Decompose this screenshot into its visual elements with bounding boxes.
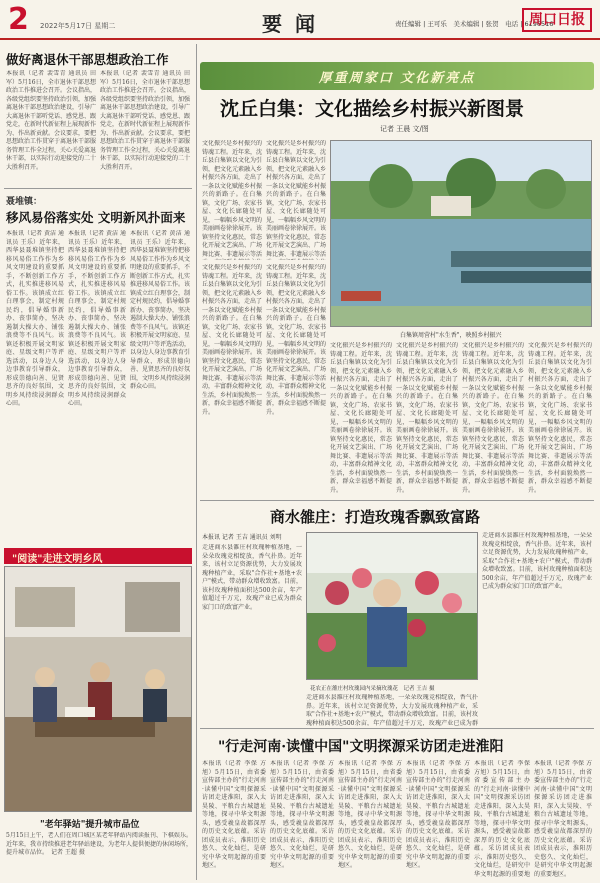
- feature-banner: [200, 62, 594, 90]
- masthead: [0, 0, 600, 40]
- article-body: 本报讯（记者 李保 方旭）5月15日，由省委宣传部主办的"行走河南·读懂中国"文明探源采访团走进淮阳，深入太昊陵、平粮台古城遗址等地，探寻中华文明源头，感受羲皇故都深厚的历史文化底蕴。采访团成员表示，淮阳历史悠久、文化灿烂，是研究中华文明起源的重要地区。: [406, 760, 470, 869]
- photo-ribbon: [4, 548, 192, 564]
- feature-body: 文化振兴是乡村振兴的铸魂工程。近年来，沈丘县白集镇以文化为引领，把文化元素融入乡村振兴各方面，走出了一条以文化赋能乡村振兴的新路子。在白集镇，文化广场、农家书屋、文化长廊随处可见，一幅幅乡风文明的美丽画卷徐徐展开。该镇坚持文化惠民，常态化开展文艺演出、广场舞比赛、非遗展示等活: [202, 140, 262, 258]
- photo-caption-text: 5月15日上午，老人们在周口城区某老年驿站内阅读报刊、下棋娱乐。近年来，我市持续推进老年驿站建设，为老年人提供便捷的休闲场所，提升城市品位。 记者 王超 摄: [6, 832, 192, 856]
- feature-body: 文化振兴是乡村振兴的铸魂工程。近年来，沈丘县白集镇以文化为引领，把文化元素融入乡村振兴各方面，走出了一条以文化赋能乡村振兴的新路子。在白集镇，文化广场、农家书屋、文化长廊随处可见，一幅幅乡风文明的美丽画卷徐徐展开。该镇坚持文化惠民，常态化开展文艺演出、广场舞比赛、非遗展示等活动，丰富群众精神文化生活，乡村面貌焕然一新，群众幸福感不断提升。: [528, 342, 592, 494]
- editor-credits: 责任编辑 | 王可乐 美术编辑 | 张贺 电话 | 6196516: [395, 20, 554, 28]
- photo-caption: 花农正在雒庄村玫瑰园内采摘玫瑰花 记者 王吉 摄: [310, 686, 435, 692]
- section-divider: [200, 728, 594, 729]
- rose-photo: [306, 532, 478, 680]
- article-byline: 本报讯 记者 王吉 通讯员 刘明: [202, 534, 282, 541]
- section-title: 要 闻: [262, 12, 318, 36]
- photo-caption-title: "老年驿站"提升城市品位: [40, 820, 140, 830]
- feature-headline: 沈丘白集：文化描绘乡村振兴新图景: [220, 98, 525, 120]
- feature-body: 文化振兴是乡村振兴的铸魂工程。近年来，沈丘县白集镇以文化为引领，把文化元素融入乡村振兴各方面，走出了一条以文化赋能乡村振兴的新路子。在白集镇，文化广场、农家书屋、文化长廊随处可见，一幅幅乡风文明的美丽画卷徐徐展开。该镇坚持文化惠民，常态化开展文艺演出、广场舞比赛、非遗展示等活动，丰富群众精神文化生活，乡村面貌焕然一新，群众幸福感不断提升。: [202, 264, 262, 416]
- article-body: 本报讯（记者 裴雪青 通讯员 田军）5月16日，全市退休干部思想政治工作推进会召开。会议指出，各级党组织要坚持政治引领，加强离退休干部思想政治建设，引导广大离退休干部听党话、感党恩、跟党走，在新时代新征程上展现新作为、作出新贡献。会议要求，要把思想政治工作贯穿于离退休干部服务管理工作全过程，关心关爱离退休干部，以实际行动迎接党的二十大胜利召开。: [6, 70, 96, 171]
- article-kicker: 聂堆镇：: [6, 197, 43, 207]
- feature-byline: 记者 王晨 文/图: [380, 125, 429, 133]
- rose-farm-photo: [307, 533, 478, 680]
- ribbon-text: "阅读"走进文明乡风: [12, 554, 103, 565]
- article-body: 本报讯（记者 黄洁 通讯员 王乐）近年来，西华县聂堆镇坚持把移风易俗工作作为乡风文明建设的重要抓手，不断创新工作方式，扎实推进移风易俗工作。该镇成立红白理事会，制定村规民约，倡导婚事新办、丧事简办，坚决遏制大操大办、铺张浪费等不良风气。该镇还积极开展文明家庭、星级文明户等评选活动，以身边人身边事教育引导群众，形成崇德向善、见贤思齐的良好氛围，文明乡风持续浸润群众心田。: [6, 230, 64, 407]
- column-divider: [196, 44, 197, 880]
- article-headline: 移风易俗落实处 文明新风扑面来: [6, 210, 186, 225]
- news-photo: [4, 566, 192, 812]
- article-headline: 做好离退休干部思想政治工作: [6, 52, 169, 67]
- issue-date: 2022年5月17日 星期二: [40, 22, 116, 30]
- article-body: 本报讯（记者 裴雪青 通讯员 田军）5月16日，全市退休干部思想政治工作推进会召开。会议指出，各级党组织要坚持政治引领，加强离退休干部思想政治建设，引导广大离退休干部听党话、感党恩、跟党走，在新时代新征程上展现新作为、作出新贡献。会议要求，要把思想政治工作贯穿于离退休干部服务管理工作全过程，关心关爱离退休干部，以实际行动迎接党的二十大胜利召开。: [100, 70, 190, 171]
- article-body: 本报讯（记者 李保 方旭）5月15日，由省委宣传部主办的"行走河南·读懂中国"文明探源采访团走进淮阳，深入太昊陵、平粮台古城遗址等地，探寻中华文明源头，感受羲皇故都深厚的历史文化底蕴。采访团成员表示，淮阳历史悠久、文化灿烂，是研究中华文明起源的重要地区。: [534, 760, 592, 878]
- article-body: 本报讯（记者 李保 方旭）5月15日，由省委宣传部主办的"行走河南·读懂中国"文明探源采访团走进淮阳，深入太昊陵、平粮台古城遗址等地，探寻中华文明源头，感受羲皇故都深厚的历史文化底蕴。采访团成员表示，淮阳历史悠久、文化灿烂，是研究中华文明起源的重要地区。: [202, 760, 266, 869]
- article-body: 本报讯（记者 李保 方旭）5月15日，由省委宣传部主办的"行走河南·读懂中国"文明探源采访团走进淮阳，深入太昊陵、平粮台古城遗址等地，探寻中华文明源头，感受羲皇故都深厚的历史文化底蕴。采访团成员表示，淮阳历史悠久、文化灿烂，是研究中华文明起源的重要地区。: [338, 760, 402, 869]
- article-headline: "行走河南·读懂中国"文明探源采访团走进淮阳: [218, 739, 504, 755]
- feature-body: 文化振兴是乡村振兴的铸魂工程。近年来，沈丘县白集镇以文化为引领，把文化元素融入乡村振兴各方面，走出了一条以文化赋能乡村振兴的新路子。在白集镇，文化广场、农家书屋、文化长廊随处可见，一幅幅乡风文明的美丽画卷徐徐展开。该镇坚持文化惠民，常态化开展文艺演出、广场舞比赛、非遗展示等活动，丰富群众精神文化生活，乡村面貌焕然一新，群众幸福感不断提升。: [462, 342, 524, 494]
- feature-body: 文化振兴是乡村振兴的铸魂工程。近年来，沈丘县白集镇以文化为引领，把文化元素融入乡村振兴各方面，走出了一条以文化赋能乡村振兴的新路子。在白集镇，文化广场、农家书屋、文化长廊随处可见，一幅幅乡风文明的美丽画卷徐徐展开。该镇坚持文化惠民，常态化开展文艺演出、广场舞比赛、非遗展示等活动，丰富群众精神文化生活，乡村面貌焕然一新，群众幸福感不断提升。: [266, 264, 326, 416]
- newspaper-logo: 周口日报: [522, 8, 592, 32]
- photo-caption: 白集镇周营村"水生香"，映照乡村振兴: [400, 332, 502, 339]
- feature-body: 文化振兴是乡村振兴的铸魂工程。近年来，沈丘县白集镇以文化为引领，把文化元素融入乡村振兴各方面，走出了一条以文化赋能乡村振兴的新路子。在白集镇，文化广场、农家书屋、文化长廊随处可见，一幅幅乡风文明的美丽画卷徐徐展开。该镇坚持文化惠民，常态化开展文艺演出、广场舞比赛、非遗展示等活: [266, 140, 326, 258]
- feature-photo: [330, 140, 592, 327]
- section-divider: [200, 500, 594, 501]
- feature-body: 文化振兴是乡村振兴的铸魂工程。近年来，沈丘县白集镇以文化为引领，把文化元素融入乡村振兴各方面，走出了一条以文化赋能乡村振兴的新路子。在白集镇，文化广场、农家书屋、文化长廊随处可见，一幅幅乡风文明的美丽画卷徐徐展开。该镇坚持文化惠民，常态化开展文艺演出、广场舞比赛、非遗展示等活动，丰富群众精神文化生活，乡村面貌焕然一新，群众幸福感不断提升。: [396, 342, 458, 494]
- section-divider: [4, 188, 192, 189]
- article-body: 本报讯（记者 李保 方旭）5月15日，由省委宣传部主办的"行走河南·读懂中国"文明探源采访团走进淮阳，深入太昊陵、平粮台古城遗址等地，探寻中华文明源头，感受羲皇故都深厚的历史文化底蕴。采访团成员表示，淮阳历史悠久、文化灿烂，是研究中华文明起源的重要地: [474, 760, 530, 878]
- article-body: 走进商水县雒庄村玫瑰种植基地，一朵朵玫瑰竞相绽放，香气扑鼻。近年来，该村立足资源优势，大力发展玫瑰种植产业，采取"合作社+基地+农户"模式，带动群众增收致富。目前，该村玫瑰种植面积达500余亩，年产值超过千万元，玫瑰产业已成为群: [306, 694, 478, 726]
- article-body: 本报讯（记者 黄洁 通讯员 王乐）近年来，西华县聂堆镇坚持把移风易俗工作作为乡风文明建设的重要抓手，不断创新工作方式，扎实推进移风易俗工作。该镇成立红白理事会，制定村规民约，倡导婚事新办、丧事简办，坚决遏制大操大办、铺张浪费等不良风气。该镇还积极开展文明家庭、星级文明户等评选活动，以身边人身边事教育引导群众，形成崇德向善、见贤思齐的良好氛围，文明乡风持续浸润群众心田。: [68, 230, 126, 407]
- page-number: 2: [8, 2, 29, 37]
- article-body: 走进商水县雒庄村玫瑰种植基地，一朵朵玫瑰竞相绽放，香气扑鼻。近年来，该村立足资源优势，大力发展玫瑰种植产业，采取"合作社+基地+农户"模式，带动群众增收致富。目前，该村玫瑰种植面积达500余亩，年产值超过千万元，玫瑰产业已成为群众家门口的致富产业。: [482, 532, 592, 590]
- article-body: 本报讯（记者 李保 方旭）5月15日，由省委宣传部主办的"行走河南·读懂中国"文明探源采访团走进淮阳，深入太昊陵、平粮台古城遗址等地，探寻中华文明源头，感受羲皇故都深厚的历史文化底蕴。采访团成员表示，淮阳历史悠久、文化灿烂，是研究中华文明起源的重要地区。: [270, 760, 334, 869]
- article-headline: 商水雒庄：打造玫瑰香飘致富路: [270, 508, 481, 526]
- article-body: 走进商水县雒庄村玫瑰种植基地，一朵朵玫瑰竞相绽放，香气扑鼻。近年来，该村立足资源优势，大力发展玫瑰种植产业，采取"合作社+基地+农户"模式，带动群众增收致富。目前，该村玫瑰种植面积达500余亩，年产值超过千万元，玫瑰产业已成为群众家门口的致富产业。: [202, 544, 302, 611]
- village-lake-photo: [331, 141, 592, 327]
- feature-body: 文化振兴是乡村振兴的铸魂工程。近年来，沈丘县白集镇以文化为引领，把文化元素融入乡村振兴各方面，走出了一条以文化赋能乡村振兴的新路子。在白集镇，文化广场、农家书屋、文化长廊随处可见，一幅幅乡风文明的美丽画卷徐徐展开。该镇坚持文化惠民，常态化开展文艺演出、广场舞比赛、非遗展示等活动，丰富群众精神文化生活，乡村面貌焕然一新，群众幸福感不断提升。: [330, 342, 392, 494]
- banner-text: 厚重周家口 文化新亮点: [318, 71, 476, 86]
- article-body: 本报讯（记者 黄洁 通讯员 王乐）近年来，西华县聂堆镇坚持把移风易俗工作作为乡风文明建设的重要抓手，不断创新工作方式，扎实推进移风易俗工作。该镇成立红白理事会，制定村规民约，倡导婚事新办、丧事简办，坚决遏制大操大办、铺张浪费等不良风气。该镇还积极开展文明家庭、星级文明户等评选活动，以身边人身边事教育引导群众，形成崇德向善、见贤思齐的良好氛围，文明乡风持续浸润群众心田。: [130, 230, 190, 390]
- elderly-reading-photo: [5, 567, 192, 812]
